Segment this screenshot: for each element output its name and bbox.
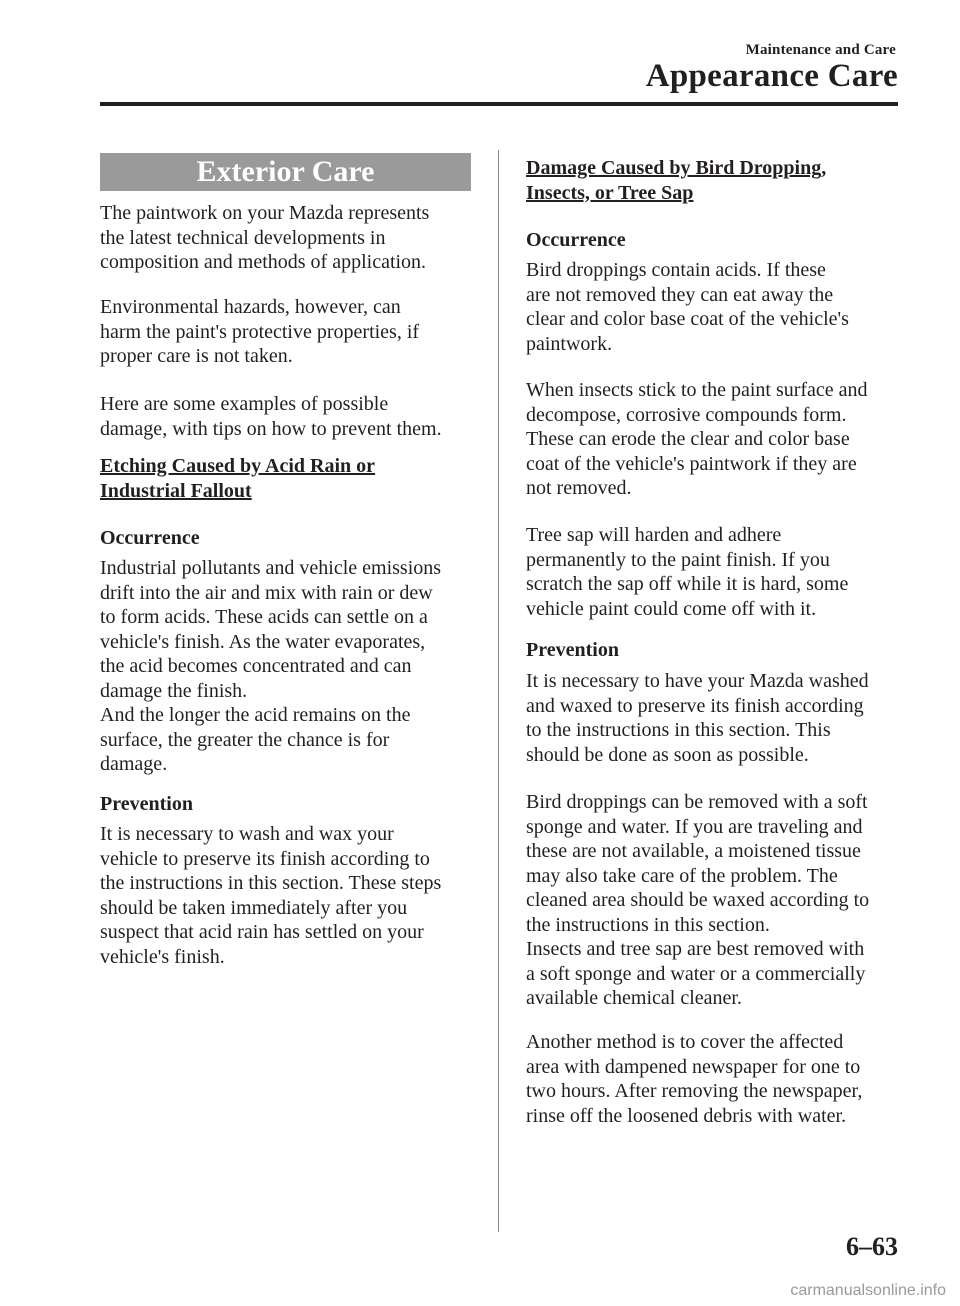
column-divider <box>498 150 499 1232</box>
text-line: available chemical cleaner. <box>526 987 742 1009</box>
right-prevention-label: Prevention <box>526 639 619 661</box>
text-line: Industrial pollutants and vehicle emissions <box>100 557 442 579</box>
text-line: paintwork. <box>526 332 613 355</box>
text-line: vehicle's finish. <box>100 945 225 968</box>
text-line: a soft sponge and water or a commercially <box>526 962 866 985</box>
text-line: composition and methods of application. <box>100 251 427 273</box>
text-line: Insects and tree sap are best removed with <box>526 938 865 960</box>
text-line: decompose, corrosive compounds form. <box>526 403 847 426</box>
right-prevention-paragraph-1 <box>526 669 869 767</box>
text-line: these are not available, a moistened tissue <box>526 840 861 862</box>
section-banner: Exterior Care <box>100 153 471 191</box>
right-occurrence-paragraph-2 <box>526 378 868 501</box>
watermark: carmanualsonline.info <box>790 1282 946 1299</box>
text-line: vehicle to preserve its finish according to <box>100 847 430 870</box>
text-line: the instructions in this section. <box>526 913 770 936</box>
text-line: Bird droppings contain acids. If these <box>526 259 826 281</box>
right-occurrence-label: Occurrence <box>526 229 626 251</box>
text-line: Bird droppings can be removed with a soft <box>526 791 868 813</box>
text-line: the latest technical developments in <box>100 226 386 249</box>
text-line: It is necessary to wash and wax your <box>100 823 394 845</box>
bird-dropping-heading <box>526 156 826 205</box>
text-line: permanently to the paint finish. If you <box>526 548 830 571</box>
text-line: damage the finish. <box>100 679 248 702</box>
right-prevention-paragraph-2 <box>526 790 869 1011</box>
right-occurrence-paragraph-1 <box>526 258 849 356</box>
text-line: When insects stick to the paint surface and <box>526 379 868 401</box>
text-line: Insects, or Tree Sap <box>526 181 694 204</box>
left-prevention-label: Prevention <box>100 793 193 815</box>
text-line: drift into the air and mix with rain or dew <box>100 581 433 604</box>
intro-paragraph-2 <box>100 295 419 369</box>
text-line: and waxed to preserve its finish according <box>526 694 864 717</box>
text-line: the instructions in this section. These steps <box>100 872 442 894</box>
text-line: scratch the sap off while it is hard, some <box>526 573 849 595</box>
text-line: rinse off the loosened debris with water. <box>526 1104 847 1127</box>
text-line: Damage Caused by Bird Dropping, <box>526 157 827 179</box>
header-title: Appearance Care <box>645 58 898 94</box>
text-line: vehicle paint could come off with it. <box>526 597 817 620</box>
text-line: suspect that acid rain has settled on your <box>100 921 424 943</box>
text-line: should be taken immediately after you <box>100 896 408 919</box>
text-line: Here are some examples of possible <box>100 393 389 415</box>
page-number: 6–63 <box>846 1232 898 1261</box>
text-line: to the instructions in this section. This <box>526 719 831 741</box>
text-line: damage. <box>100 753 168 775</box>
text-line: Etching Caused by Acid Rain or <box>100 455 376 477</box>
text-line: proper care is not taken. <box>100 345 293 367</box>
text-line: the acid becomes concentrated and can <box>100 655 412 677</box>
intro-paragraph-1 <box>100 201 429 275</box>
text-line: clear and color base coat of the vehicle's <box>526 308 849 330</box>
text-line: It is necessary to have your Mazda washed <box>526 670 869 692</box>
text-line: should be done as soon as possible. <box>526 743 809 766</box>
text-line: Tree sap will harden and adhere <box>526 524 782 546</box>
text-line: And the longer the acid remains on the <box>100 704 411 726</box>
text-line: surface, the greater the chance is for <box>100 728 390 751</box>
right-prevention-paragraph-3 <box>526 1030 862 1128</box>
text-line: Another method is to cover the affected <box>526 1031 844 1053</box>
right-occurrence-paragraph-3 <box>526 523 848 621</box>
text-line: Environmental hazards, however, can <box>100 296 401 318</box>
intro-paragraph-3 <box>100 392 442 441</box>
text-line: to form acids. These acids can settle on a <box>100 606 428 628</box>
header-section-label: Maintenance and Care <box>745 42 896 58</box>
text-line: These can erode the clear and color base <box>526 428 850 450</box>
text-line: two hours. After removing the newspaper, <box>526 1080 863 1102</box>
text-line: are not removed they can eat away the <box>526 283 834 306</box>
header-rule <box>100 102 898 106</box>
text-line: Industrial Fallout <box>100 479 252 502</box>
text-line: harm the paint's protective properties, if <box>100 320 420 343</box>
left-occurrence-text <box>100 556 441 777</box>
left-occurrence-label: Occurrence <box>100 527 200 549</box>
text-line: cleaned area should be waxed according to <box>526 889 870 911</box>
etching-heading <box>100 454 375 503</box>
text-line: The paintwork on your Mazda represents <box>100 202 430 224</box>
text-line: damage, with tips on how to prevent them. <box>100 417 442 440</box>
text-line: sponge and water. If you are traveling and <box>526 815 863 838</box>
text-line: coat of the vehicle's paintwork if they are <box>526 452 857 475</box>
text-line: area with dampened newspaper for one to <box>526 1055 861 1078</box>
text-line: not removed. <box>526 477 632 499</box>
text-line: may also take care of the problem. The <box>526 864 838 887</box>
text-line: vehicle's finish. As the water evaporates, <box>100 630 426 653</box>
left-prevention-text <box>100 822 441 969</box>
